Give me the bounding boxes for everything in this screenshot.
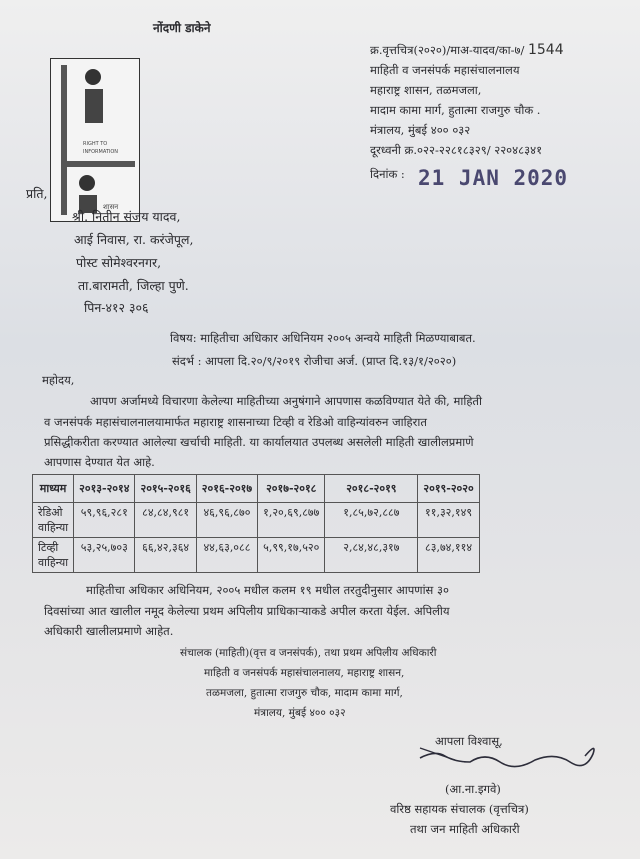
office-line: मादाम कामा मार्ग, हुतात्मा राजगुरु चौक .	[370, 103, 541, 117]
table-header-cell: २०१७-२०१८	[258, 475, 325, 503]
table-cell: १,२०,६९,८७७	[258, 503, 325, 538]
body-line: आपण अर्जामध्ये विचारणा केलेल्या माहितीच्या अनुषंगाने आपणास कळविण्यात येते की, माहिती	[90, 394, 482, 408]
body-line: दिवसांच्या आत खालील नमूद केलेल्या प्रथम अपिलीय प्राधिकाऱ्याकडे अपील करता येईल. अपिलीय	[44, 604, 450, 618]
table-header-cell: २०१६-२०१७	[196, 475, 257, 503]
table-cell: रेडिओ वाहिन्या	[33, 503, 74, 538]
registered-post-label: नोंदणी डाकेने	[153, 21, 211, 35]
table-cell: १,८५,७२,८८७	[325, 503, 418, 538]
signatory-name: (आ.ना.इगवे)	[445, 782, 501, 796]
body-line: प्रसिद्धीकरीता करण्यात आलेल्या खर्चाची माहिती. या कार्यालयात उपलब्ध असलेली माहिती खालीलप्रमाणे	[44, 435, 474, 449]
table-header-cell: माध्यम	[33, 475, 74, 503]
table-cell: ४४,६३,०८८	[196, 538, 257, 573]
appellate-line: संचालक (माहिती)(वृत्त व जनसंपर्क), तथा प्रथम अपिलीय अधिकारी	[180, 647, 437, 659]
table-cell: ११,३२,१४९	[418, 503, 479, 538]
office-line: मंत्रालय, मुंबई ४०० ०३२	[370, 123, 471, 137]
reference: संदर्भ : आपला दि.२०/९/२०१९ रोजीचा अर्ज. (प्राप्त दि.१३/१/२०२०)	[172, 354, 457, 368]
table-cell: ८४,८४,९८१	[135, 503, 196, 538]
signatory-designation: वरिष्ठ सहायक संचालक (वृत्तचित्र)	[390, 802, 529, 816]
table-row	[33, 503, 480, 538]
body-line: व जनसंपर्क महासंचालनालयामार्फत महाराष्ट्र शासनाच्या टिव्ही व रेडिओ वाहिन्यांवरुन जाहिरात	[44, 415, 427, 429]
table-cell: ८३,७४,११४	[418, 538, 479, 573]
table-cell: ४६,९६,८७०	[196, 503, 257, 538]
table-header-cell: २०१५-२०१६	[135, 475, 196, 503]
date-stamp: 21 JAN 2020	[418, 166, 569, 190]
table-header-cell: २०१३-२०१४	[74, 475, 135, 503]
table-cell: ५,९९,१७,५२०	[258, 538, 325, 573]
salutation: महोदय,	[42, 373, 75, 387]
body-line: माहितीचा अधिकार अधिनियम, २००५ मधील कलम १९ मधील तरतुदीनुसार आपणांस ३०	[86, 583, 449, 597]
rti-logo: RIGHT TO INFORMATION शासन	[50, 58, 140, 222]
table-cell: टिव्ही वाहिन्या	[33, 538, 74, 573]
signature	[415, 744, 605, 784]
recipient-line: पोस्ट सोमेश्वरनगर,	[76, 255, 162, 270]
office-phone: दूरध्वनी क्र.०२२-२२८१८३२९/ २२०४८३४१	[370, 143, 543, 157]
recipient-line: श्री. नितीन संजय यादव,	[72, 209, 181, 224]
body-line: अधिकारी खालीलप्रमाणे आहेत.	[44, 624, 174, 638]
to-label: प्रति,	[26, 186, 48, 201]
subject: विषय: माहितीचा अधिकार अधिनियम २००५ अन्वये माहिती मिळण्याबाबत.	[170, 331, 476, 345]
signatory-designation: तथा जन माहिती अधिकारी	[410, 822, 520, 836]
table-cell: ६६,४२,३६४	[135, 538, 196, 573]
appellate-line: मंत्रालय, मुंबई ४०० ०३२	[254, 707, 346, 719]
body-line: आपणास देण्यात येत आहे.	[44, 455, 155, 469]
recipient-line: ता.बारामती, जिल्हा पुणे.	[78, 278, 189, 293]
table-header-row	[33, 475, 480, 503]
date-label: दिनांक :	[370, 167, 405, 181]
table-header-cell: २०१९-२०२०	[418, 475, 479, 503]
recipient-pin: पिन-४१२ ३०६	[84, 300, 149, 315]
office-line: माहिती व जनसंपर्क महासंचालनालय	[370, 63, 520, 77]
table-header-cell: २०१८-२०१९	[325, 475, 418, 503]
office-line: महाराष्ट्र शासन, तळमजला,	[370, 83, 482, 97]
reference-number: क्र.वृत्तचित्र(२०२०)/माअ-यादव/का-७/ 1544	[370, 42, 564, 58]
table-cell: ५३,२५,७०३	[74, 538, 135, 573]
table-row	[33, 538, 480, 573]
appellate-line: तळमजला, हुतात्मा राजगुरु चौक, मादाम कामा मार्ग,	[206, 687, 403, 699]
expense-table	[32, 474, 480, 573]
table-cell: २,८४,४८,३१७	[325, 538, 418, 573]
table-cell: ५९,९६,२८१	[74, 503, 135, 538]
closing-yours: आपला विश्वासू,	[435, 734, 503, 748]
appellate-line: माहिती व जनसंपर्क महासंचालनालय, महाराष्ट्र शासन,	[204, 667, 405, 679]
recipient-line: आई निवास, रा. करंजेपूल,	[74, 232, 194, 247]
